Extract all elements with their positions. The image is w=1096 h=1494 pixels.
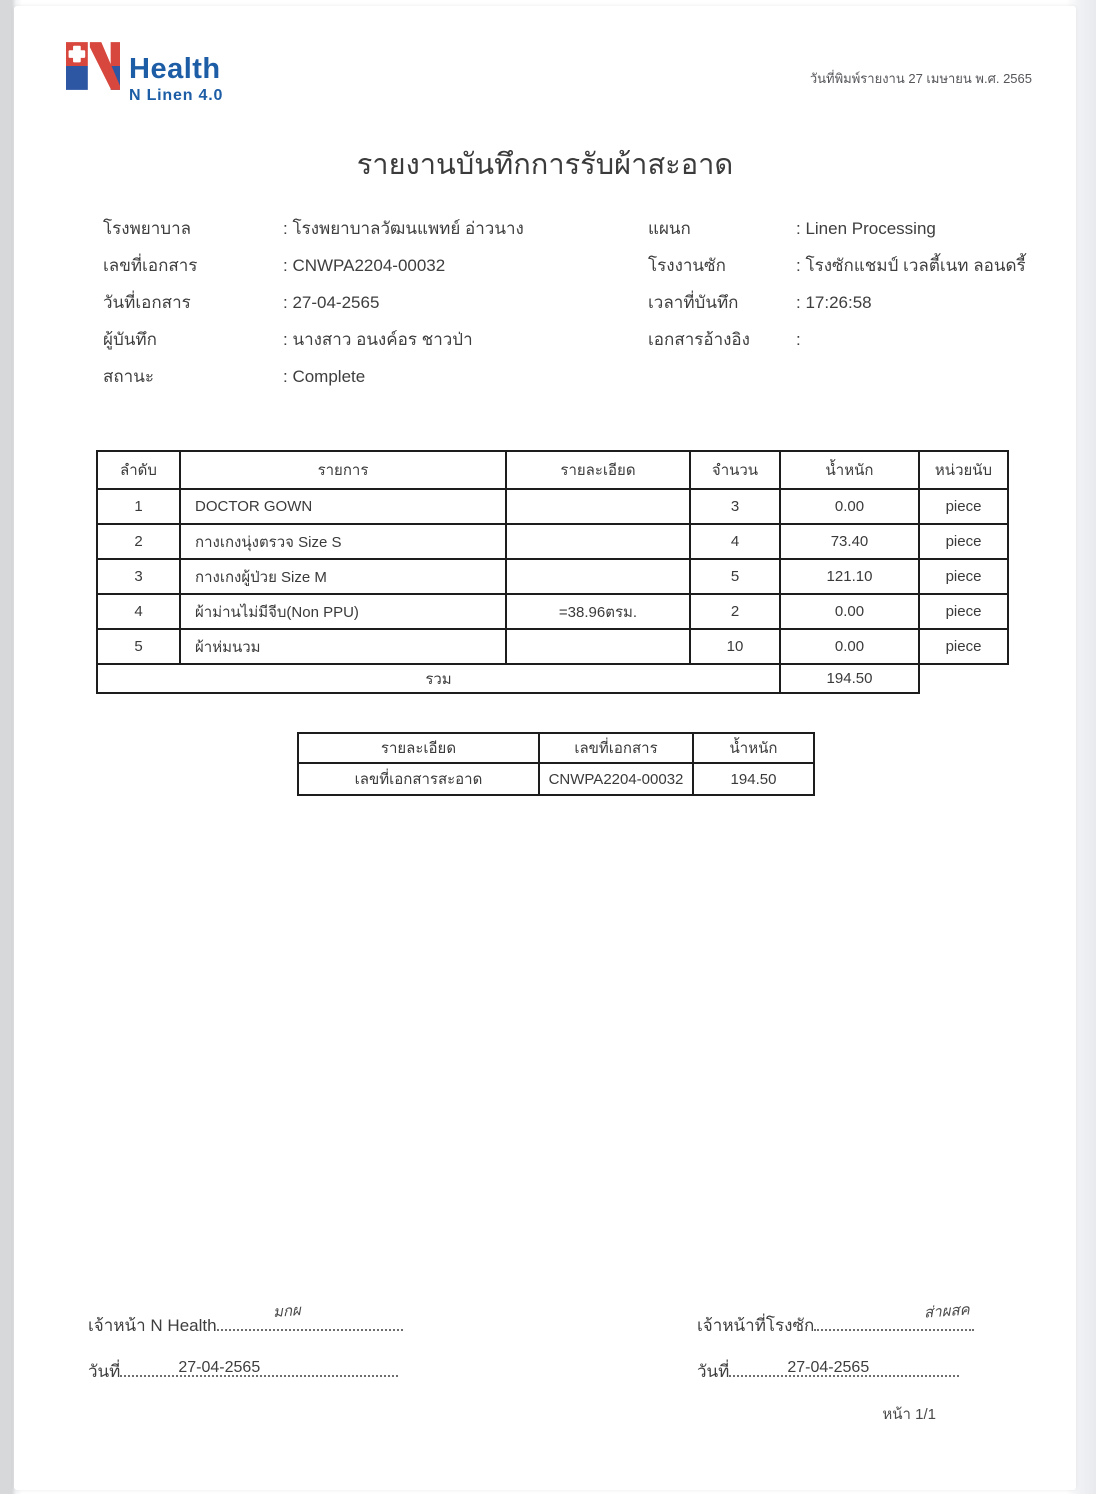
- signature-scribble: ส่าผสค: [923, 1301, 971, 1322]
- table-row: [97, 524, 1008, 559]
- n-health-logo: [66, 42, 223, 105]
- report-page: [14, 6, 1076, 1490]
- info-value: : 17:26:58: [796, 292, 872, 312]
- signature-label: เจ้าหน้า N Health: [88, 1316, 217, 1335]
- info-label: สถานะ: [103, 367, 154, 386]
- total-label: รวม: [97, 664, 780, 693]
- cell-unit: piece: [919, 629, 1008, 664]
- print-date: วันที่พิมพ์รายงาน 27 เมษายน พ.ศ. 2565: [809, 71, 1032, 86]
- info-label: เอกสารอ้างอิง: [648, 330, 750, 349]
- signature-line-officer: [697, 1301, 974, 1339]
- info-row-record-time: [648, 284, 1048, 321]
- info-row-document-date: [103, 284, 583, 321]
- summary-col-detail: รายละเอียด: [298, 733, 539, 763]
- info-value: : CNWPA2204-00032: [283, 255, 446, 275]
- info-value: : Complete: [283, 366, 366, 386]
- table-row: [97, 594, 1008, 629]
- cell-unit: piece: [919, 559, 1008, 594]
- cell-detail: [506, 559, 690, 594]
- cell-index: 1: [97, 489, 180, 524]
- signature-block-nhealth: [88, 1302, 403, 1385]
- table-row: [97, 629, 1008, 664]
- cell-quantity: 10: [690, 629, 780, 664]
- col-header-index: ลำดับ: [97, 451, 180, 489]
- cell-item: DOCTOR GOWN: [180, 489, 506, 524]
- cell-index: 4: [97, 594, 180, 629]
- summary-col-document-no: เลขที่เอกสาร: [539, 733, 693, 763]
- info-label: โรงพยาบาล: [103, 219, 192, 238]
- signature-line-date: [697, 1358, 974, 1385]
- summary-col-weight: น้ำหนัก: [693, 733, 814, 763]
- cell-detail: [506, 629, 690, 664]
- cell-detail: =38.96ตรม.: [506, 594, 690, 629]
- date-label: วันที่: [88, 1362, 121, 1381]
- info-value: : 27-04-2565: [283, 292, 380, 312]
- cell-weight: 121.10: [780, 559, 919, 594]
- info-label: แผนก: [648, 219, 691, 238]
- cell-weight: 0.00: [780, 489, 919, 524]
- cell-index: 3: [97, 559, 180, 594]
- items-table: [96, 450, 1009, 694]
- total-weight: 194.50: [780, 664, 919, 693]
- cell-unit: piece: [919, 524, 1008, 559]
- summary-table: [297, 732, 815, 796]
- info-label: วันที่เอกสาร: [103, 293, 191, 312]
- summary-cell-weight: 194.50: [693, 763, 814, 795]
- info-row-hospital: [103, 210, 583, 247]
- cell-item: กางเกงนุ่งตรวจ Size S: [180, 524, 506, 559]
- page-number: หน้า 1/1: [882, 1406, 936, 1423]
- signature-block-laundry: [697, 1301, 974, 1385]
- cell-quantity: 3: [690, 489, 780, 524]
- logo-product: N Linen 4.0: [129, 87, 224, 104]
- col-header-quantity: จำนวน: [690, 451, 780, 489]
- cell-quantity: 4: [690, 524, 780, 559]
- col-header-detail: รายละเอียด: [506, 451, 690, 489]
- signature-dotted-line: [814, 1301, 974, 1331]
- info-row-status: [103, 358, 583, 395]
- info-value: : โรงพยาบาลวัฒนแพทย์ อ่าวนาง: [283, 219, 524, 238]
- cell-weight: 0.00: [780, 629, 919, 664]
- summary-header-row: [298, 733, 814, 763]
- info-row-department: [648, 210, 1048, 247]
- col-header-unit: หน่วยนับ: [919, 451, 1008, 489]
- info-label: ผู้บันทึก: [103, 330, 157, 349]
- info-label: โรงงานซัก: [648, 256, 726, 275]
- info-value: : Linen Processing: [796, 218, 936, 238]
- cell-weight: 0.00: [780, 594, 919, 629]
- col-header-item: รายการ: [180, 451, 506, 489]
- signature-line-officer: [88, 1302, 403, 1339]
- cell-unit: piece: [919, 594, 1008, 629]
- table-total-row: [97, 664, 1008, 693]
- table-row: [97, 489, 1008, 524]
- cell-index: 5: [97, 629, 180, 664]
- info-row-recorder: [103, 321, 583, 358]
- date-dotted-line: [120, 1359, 398, 1377]
- cell-quantity: 5: [690, 559, 780, 594]
- logo-brand: Health: [129, 53, 221, 85]
- table-row: [97, 559, 1008, 594]
- signature-dotted-line: [217, 1302, 403, 1331]
- n-health-logo-icon: [66, 42, 120, 90]
- info-value: : นางสาว อนงค์อร ชาวป่า: [283, 330, 473, 349]
- info-row-reference-doc: [648, 321, 1048, 358]
- info-label: เวลาที่บันทึก: [648, 293, 739, 312]
- items-table-header-row: [97, 451, 1008, 489]
- col-header-weight: น้ำหนัก: [780, 451, 919, 489]
- cell-item: กางเกงผู้ป่วย Size M: [180, 559, 506, 594]
- cell-detail: [506, 489, 690, 524]
- cell-unit: piece: [919, 489, 1008, 524]
- signature-date: 27-04-2565: [178, 1359, 261, 1376]
- cell-index: 2: [97, 524, 180, 559]
- cell-weight: 73.40: [780, 524, 919, 559]
- summary-row: [298, 763, 814, 795]
- signature-date: 27-04-2565: [787, 1359, 870, 1376]
- cell-item: ผ้าม่านไม่มีจีบ(Non PPU): [180, 594, 506, 629]
- info-value: :: [796, 329, 801, 349]
- info-column-left: [103, 210, 583, 395]
- cell-item: ผ้าห่มนวม: [180, 629, 506, 664]
- logo-text: [129, 42, 223, 105]
- summary-cell-detail: เลขที่เอกสารสะอาด: [298, 763, 539, 795]
- cell-detail: [506, 524, 690, 559]
- info-row-laundry: [648, 247, 1048, 284]
- signature-line-date: [88, 1358, 403, 1385]
- signature-scribble: มกผ: [272, 1302, 301, 1321]
- summary-cell-document-no: CNWPA2204-00032: [539, 763, 693, 795]
- info-column-right: [648, 210, 1048, 358]
- info-value: : โรงซักแชมป์ เวลตี้เนท ลอนดรี้: [796, 256, 1026, 275]
- signature-label: เจ้าหน้าที่โรงซัก: [697, 1316, 815, 1335]
- page-title: รายงานบันทึกการรับผ้าสะอาด: [356, 149, 734, 181]
- info-row-document-no: [103, 247, 583, 284]
- info-label: เลขที่เอกสาร: [103, 256, 198, 275]
- cell-quantity: 2: [690, 594, 780, 629]
- date-label: วันที่: [697, 1362, 730, 1381]
- date-dotted-line: [729, 1359, 959, 1377]
